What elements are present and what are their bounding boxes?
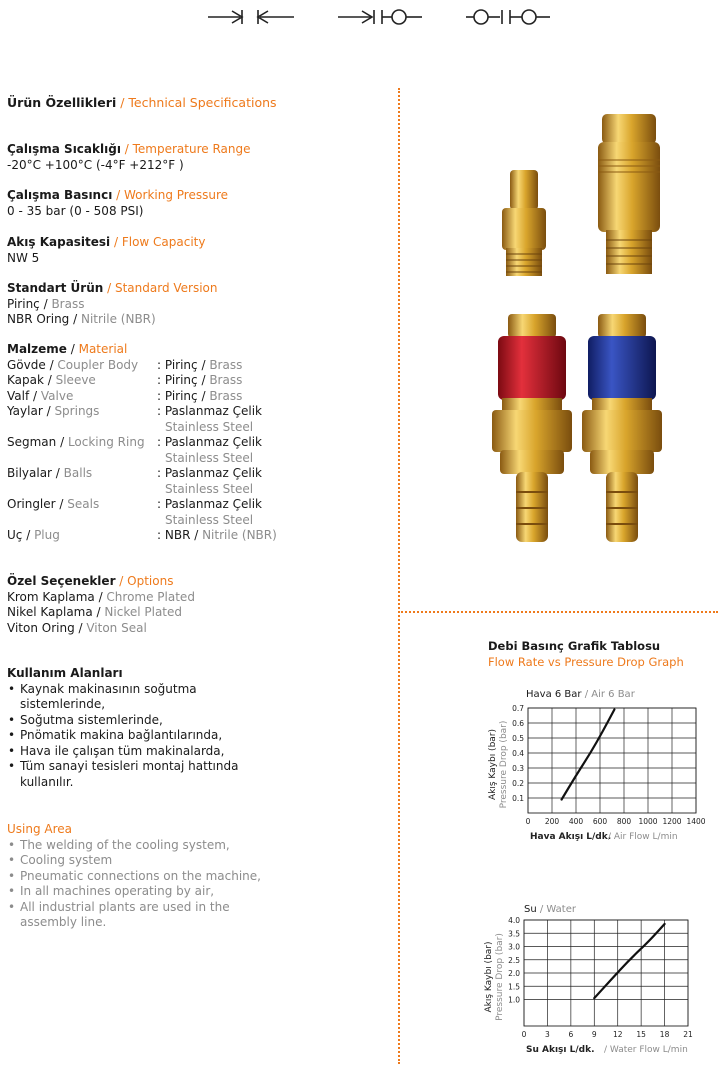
x-tick-label: 1400 bbox=[686, 817, 706, 826]
water-flow-chart bbox=[470, 902, 710, 1064]
air-chart-svg bbox=[470, 686, 710, 850]
x-axis-label-en: / Air Flow L/min bbox=[608, 832, 678, 842]
usage-tr-item: • Kaynak makinasının soğutma sistemlerinde, bbox=[7, 682, 220, 713]
graph-title: Debi Basınç Grafik Tablosu Flow Rate vs Pressure Drop Graph bbox=[488, 639, 684, 669]
y-tick-label: 0.5 bbox=[512, 734, 524, 743]
usage-en-item: • Cooling system bbox=[7, 853, 267, 869]
usage-tr-item: • Tüm sanayi tesisleri montaj hattında kullanılır. bbox=[7, 759, 250, 790]
x-tick-label: 6 bbox=[568, 1030, 574, 1039]
x-tick-label: 15 bbox=[636, 1030, 646, 1039]
usage-tr-block bbox=[7, 666, 247, 790]
air-chart-title: Hava 6 Bar / Air 6 Bar bbox=[526, 689, 635, 700]
y-tick-label: 0.4 bbox=[512, 749, 524, 758]
x-tick-label: 200 bbox=[544, 817, 560, 826]
two-way-valve-symbol-icon bbox=[466, 8, 550, 26]
y-tick-label: 1.0 bbox=[508, 995, 520, 1005]
y-tick-label: 0.3 bbox=[512, 764, 524, 773]
material-value: : Paslanmaz Çelik Stainless Steel bbox=[157, 435, 262, 465]
series-line bbox=[594, 924, 664, 998]
x-tick-label: 3 bbox=[545, 1030, 550, 1039]
x-tick-label: 21 bbox=[683, 1030, 693, 1039]
x-tick-label: 18 bbox=[659, 1030, 670, 1039]
usage-en-title: Using Area bbox=[7, 822, 73, 836]
air-flow-chart bbox=[470, 686, 710, 850]
material-value: : Pirinç / Brass bbox=[157, 389, 243, 403]
pressure-value: 0 - 35 bar (0 - 508 PSI) bbox=[7, 203, 144, 218]
x-axis-label-tr: Su Akışı L/dk. bbox=[526, 1045, 595, 1055]
material-row: Kapak / Sleeve bbox=[7, 373, 96, 387]
y-tick-label: 3.5 bbox=[508, 929, 520, 939]
open-coupling-symbol-icon bbox=[208, 8, 294, 26]
x-tick-label: 12 bbox=[612, 1030, 623, 1039]
material-row: Gövde / Coupler Body bbox=[7, 358, 139, 372]
x-tick-label: 0 bbox=[521, 1030, 527, 1039]
x-axis-label-tr: Hava Akışı L/dk. bbox=[530, 832, 612, 842]
y-tick-label: 0.6 bbox=[512, 719, 524, 728]
x-axis-label-en: / Water Flow L/min bbox=[604, 1045, 688, 1055]
x-tick-label: 400 bbox=[568, 817, 584, 826]
usage-tr-item: • Soğutma sistemlerinde, bbox=[7, 713, 247, 729]
y-axis-label-tr: Akış Kaybı (bar) bbox=[484, 941, 494, 1013]
y-tick-label: 4.0 bbox=[508, 916, 520, 925]
option-item: Viton Oring / Viton Seal bbox=[7, 620, 147, 635]
y-tick-label: 0.1 bbox=[512, 794, 524, 803]
usage-en-item: • In all machines operating by air, bbox=[7, 884, 267, 900]
option-item: Nikel Kaplama / Nickel Plated bbox=[7, 605, 182, 619]
y-tick-label: 2.0 bbox=[508, 969, 520, 978]
vertical-divider bbox=[398, 88, 400, 1064]
material-row: Valf / Valve bbox=[7, 389, 74, 403]
material-value: : Paslanmaz Çelik Stainless Steel bbox=[157, 466, 262, 496]
y-tick-label: 2.5 bbox=[508, 955, 520, 965]
temperature-value: -20°C +100°C (-4°F +212°F ) bbox=[7, 157, 184, 172]
usage-en-item: • The welding of the cooling system, bbox=[7, 838, 267, 854]
usage-en-block bbox=[7, 822, 267, 931]
y-tick-label: 1.5 bbox=[508, 982, 520, 992]
x-tick-label: 1200 bbox=[662, 817, 682, 826]
usage-tr-title: Kullanım Alanları bbox=[7, 666, 123, 680]
red-coupler-photo bbox=[492, 314, 572, 542]
temperature-block: Çalışma Sıcaklığı / Temperature Range -20°C +100°C (-4°F +212°F ) bbox=[7, 142, 251, 172]
x-tick-label: 9 bbox=[591, 1030, 597, 1039]
flow-block: Akış Kapasitesi / Flow Capacity NW 5 bbox=[7, 235, 206, 265]
material-row: Uç / Plug bbox=[7, 528, 60, 542]
y-axis-label-en: Pressure Drop (bar) bbox=[495, 933, 505, 1021]
plug-photo bbox=[502, 170, 546, 276]
material-value: : NBR / Nitrile (NBR) bbox=[157, 528, 277, 542]
flow-value: NW 5 bbox=[7, 250, 40, 265]
material-value: : Paslanmaz Çelik Stainless Steel bbox=[157, 404, 262, 434]
material-value: : Paslanmaz Çelik Stainless Steel bbox=[157, 497, 262, 527]
one-way-valve-symbol-icon bbox=[338, 8, 422, 26]
x-tick-label: 800 bbox=[616, 817, 632, 826]
spec-title: Ürün Özellikleri / Technical Specifications bbox=[7, 95, 277, 110]
y-axis-label-en: Pressure Drop (bar) bbox=[499, 720, 509, 809]
standard-block: Standart Ürün / Standard Version Pirinç / Brass NBR Oring / Nitrile (NBR) bbox=[7, 281, 218, 326]
material-row: Bilyalar / Balls bbox=[7, 466, 93, 480]
x-tick-label: 600 bbox=[592, 817, 608, 826]
usage-en-item: • All industrial plants are used in the assembly line. bbox=[7, 900, 235, 931]
material-value: : Pirinç / Brass bbox=[157, 373, 243, 387]
pressure-block: Çalışma Basıncı / Working Pressure 0 - 35 bar (0 - 508 PSI) bbox=[7, 188, 228, 218]
y-tick-label: 0.2 bbox=[512, 779, 524, 788]
x-tick-label: 1000 bbox=[638, 817, 658, 826]
x-tick-label: 0 bbox=[525, 817, 531, 826]
plot-frame bbox=[528, 708, 696, 813]
usage-tr-item: • Pnömatik makina bağlantılarında, bbox=[7, 728, 247, 744]
y-tick-label: 0.7 bbox=[512, 704, 524, 713]
blue-coupler-photo bbox=[582, 314, 662, 542]
y-axis-label-tr: Akış Kaybı (bar) bbox=[488, 728, 498, 801]
material-row: Oringler / Seals bbox=[7, 497, 100, 511]
material-row: Yaylar / Springs bbox=[7, 404, 100, 418]
y-tick-label: 3.0 bbox=[508, 942, 520, 952]
water-chart-title: Su / Water bbox=[524, 904, 576, 915]
options-block: Özel Seçenekler / Options Krom Kaplama / Chrome Plated Nikel Kaplama / Nickel Plated Viton Oring / Viton Seal bbox=[7, 574, 195, 635]
material-row: Segman / Locking Ring bbox=[7, 435, 145, 449]
material-value: : Pirinç / Brass bbox=[157, 358, 243, 372]
usage-en-item: • Pneumatic connections on the machine, bbox=[7, 869, 267, 885]
usage-tr-item: • Hava ile çalışan tüm makinalarda, bbox=[7, 744, 247, 760]
horizontal-divider bbox=[398, 611, 718, 613]
water-chart-svg bbox=[470, 902, 710, 1064]
coupler-photo bbox=[598, 114, 660, 274]
material-title: Malzeme / Material bbox=[7, 342, 128, 356]
option-item: Krom Kaplama / Chrome Plated bbox=[7, 589, 195, 604]
product-photos bbox=[480, 100, 700, 560]
